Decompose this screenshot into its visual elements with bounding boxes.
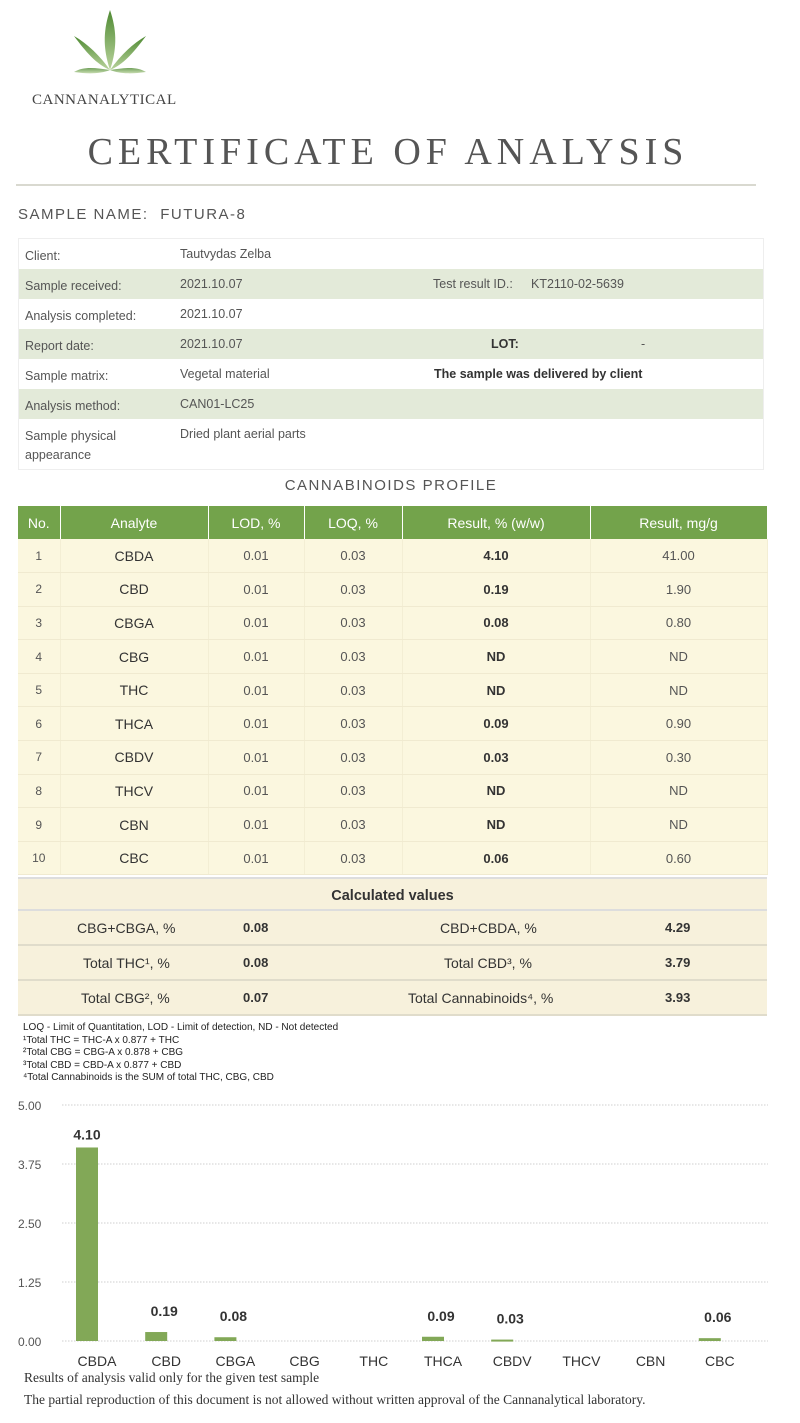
loq-value: 0.03 (304, 707, 402, 741)
data-label: 0.03 (496, 1310, 524, 1327)
result-percent: ND (402, 808, 590, 842)
method-value: CAN01-LC25 (180, 397, 255, 411)
result-percent: 0.06 (402, 841, 590, 875)
y-tick-label: 2.50 (18, 1217, 42, 1231)
table-row (18, 640, 767, 674)
matrix-value: Vegetal material (180, 367, 270, 381)
matrix-label: Sample matrix: (25, 369, 109, 383)
profile-title: CANNABINOIDS PROFILE (284, 477, 498, 494)
x-tick-label: THCV (562, 1353, 601, 1369)
calc-label: Total CBG², % (81, 990, 170, 1006)
data-label: 0.19 (150, 1303, 178, 1320)
bar (76, 1147, 98, 1341)
result-percent: 0.09 (402, 707, 590, 741)
bar (422, 1337, 444, 1341)
calc-label: CBD+CBDA, % (440, 920, 537, 936)
completed-label: Analysis completed: (25, 309, 137, 323)
bar (699, 1338, 721, 1341)
analyte-name: CBD (60, 573, 208, 607)
received-value: 2021.10.07 (180, 277, 243, 291)
loq-value: 0.03 (304, 606, 402, 640)
footnote: ¹Total THC = THC-A x 0.877 + THC (23, 1034, 180, 1046)
bar (491, 1340, 513, 1342)
y-tick-label: 0.00 (18, 1335, 42, 1349)
table-header-row (18, 506, 767, 539)
row-number: 2 (18, 573, 60, 607)
data-label: 0.09 (427, 1307, 455, 1324)
calculated-values (18, 877, 767, 1016)
calc-value: 4.29 (665, 920, 691, 935)
result-percent: ND (402, 774, 590, 808)
loq-value: 0.03 (304, 640, 402, 674)
data-label: 0.08 (219, 1308, 248, 1325)
analyte-name: CBGA (60, 606, 208, 640)
footnote: ²Total CBG = CBG-A x 0.878 + CBG (23, 1047, 184, 1059)
y-tick-label: 5.00 (18, 1099, 42, 1113)
info-row-appearance (19, 419, 763, 469)
cannabinoids-table (18, 506, 768, 875)
analyte-name: CBC (60, 841, 208, 875)
calc-value: 0.07 (243, 990, 269, 1005)
row-number: 6 (18, 707, 60, 741)
header-loq: LOQ, % (304, 506, 402, 539)
lod-value: 0.01 (208, 606, 304, 640)
result-mg: 41.00 (590, 539, 767, 573)
footnote: ⁴Total Cannabinoids is the SUM of total THC, CBG, CBD (23, 1072, 274, 1084)
table-row (18, 808, 767, 842)
method-label: Analysis method: (25, 399, 121, 413)
result-mg: 0.90 (590, 707, 767, 741)
x-tick-label: CBGA (215, 1353, 256, 1369)
completed-value: 2021.10.07 (180, 307, 243, 321)
result-mg: ND (590, 640, 767, 674)
loq-value: 0.03 (304, 573, 402, 607)
result-mg: ND (590, 808, 767, 842)
loq-value: 0.03 (304, 741, 402, 775)
header-result-mg: Result, mg/g (590, 506, 767, 539)
lod-value: 0.01 (208, 539, 304, 573)
footnote: ³Total CBD = CBD-A x 0.877 + CBD (23, 1059, 182, 1071)
lod-value: 0.01 (208, 573, 304, 607)
test-result-id-label: Test result ID.: (433, 277, 513, 291)
footnote: LOQ - Limit of Quantitation, LOD - Limit of detection, ND - Not detected (23, 1022, 339, 1033)
delivery-note: The sample was delivered by client (434, 367, 643, 381)
calc-value: 3.93 (665, 990, 691, 1005)
report-date-label: Report date: (25, 339, 94, 353)
result-percent: 0.08 (402, 606, 590, 640)
result-percent: 0.19 (402, 573, 590, 607)
lot-value: - (641, 337, 646, 351)
row-number: 5 (18, 673, 60, 707)
info-row-client (19, 239, 763, 269)
data-label: 4.10 (73, 1126, 101, 1143)
info-row-received (19, 269, 763, 299)
cannabis-leaf-icon (70, 8, 150, 88)
received-label: Sample received: (25, 279, 122, 293)
info-row-method (19, 389, 763, 419)
analyte-name: THCV (60, 774, 208, 808)
calc-label: Total Cannabinoids⁴, % (408, 990, 554, 1006)
result-percent: ND (402, 640, 590, 674)
client-label: Client: (25, 249, 61, 263)
page-title: CERTIFICATE OF ANALYSIS (87, 131, 689, 173)
result-percent: ND (402, 673, 590, 707)
footnotes (23, 1022, 338, 1085)
x-tick-label: CBDA (77, 1353, 117, 1369)
x-tick-label: CBDV (492, 1353, 532, 1369)
x-tick-label: THCA (423, 1353, 463, 1369)
lod-value: 0.01 (208, 808, 304, 842)
calc-label: CBG+CBGA, % (77, 920, 176, 936)
table-row (18, 539, 767, 573)
row-number: 3 (18, 606, 60, 640)
header-result-pct: Result, % (w/w) (402, 506, 590, 539)
table-row (18, 841, 767, 875)
analyte-name: CBDA (60, 539, 208, 573)
table-row (18, 774, 767, 808)
calc-value: 3.79 (665, 955, 691, 970)
calculated-title: Calculated values (18, 877, 767, 911)
sample-name-value: FUTURA-8 (160, 206, 247, 223)
x-tick-label: CBD (151, 1353, 181, 1369)
logo (30, 8, 190, 113)
calc-row (18, 911, 767, 946)
loq-value: 0.03 (304, 841, 402, 875)
table-row (18, 673, 767, 707)
row-number: 10 (18, 841, 60, 875)
calc-row (18, 946, 767, 981)
brand-name: CANNANALYTICAL (32, 92, 177, 108)
calc-label: Total THC¹, % (83, 955, 170, 971)
loq-value: 0.03 (304, 539, 402, 573)
result-mg: 0.80 (590, 606, 767, 640)
table-row (18, 741, 767, 775)
lod-value: 0.01 (208, 741, 304, 775)
header-lod: LOD, % (208, 506, 304, 539)
bar (214, 1337, 236, 1341)
result-mg: 1.90 (590, 573, 767, 607)
analyte-name: CBDV (60, 741, 208, 775)
header-no: No. (18, 506, 60, 539)
loq-value: 0.03 (304, 808, 402, 842)
row-number: 8 (18, 774, 60, 808)
lot-label: LOT: (491, 337, 519, 351)
appearance-value: Dried plant aerial parts (180, 427, 306, 441)
appearance-label: Sample physical appearance (25, 429, 117, 462)
info-row-report (19, 329, 763, 359)
row-number: 4 (18, 640, 60, 674)
loq-value: 0.03 (304, 673, 402, 707)
result-mg: ND (590, 673, 767, 707)
x-tick-label: CBN (635, 1353, 666, 1369)
title-divider (16, 184, 756, 186)
lod-value: 0.01 (208, 841, 304, 875)
calc-label: Total CBD³, % (444, 955, 532, 971)
info-row-matrix (19, 359, 763, 389)
calc-value: 0.08 (243, 920, 269, 935)
analyte-name: THC (60, 673, 208, 707)
reproduction-note: The partial reproduction of this document is not allowed without written approval of the Cannanalytical laboratory. (24, 1392, 646, 1407)
results-bar-chart (0, 1095, 800, 1380)
test-result-id-value: KT2110-02-5639 (531, 277, 624, 291)
bar (145, 1332, 167, 1341)
analyte-name: CBN (60, 808, 208, 842)
table-body (18, 539, 767, 875)
sample-info-table (18, 238, 764, 470)
analyte-name: THCA (60, 707, 208, 741)
sample-name (18, 206, 246, 223)
result-mg: 0.30 (590, 741, 767, 775)
info-row-completed (19, 299, 763, 329)
client-value: Tautvydas Zelba (180, 247, 272, 261)
results-chart (0, 1095, 800, 1380)
calc-value: 0.08 (243, 955, 269, 970)
y-tick-label: 1.25 (18, 1276, 42, 1290)
result-percent: 4.10 (402, 539, 590, 573)
sample-name-label: SAMPLE NAME: (18, 206, 149, 223)
lod-value: 0.01 (208, 673, 304, 707)
x-tick-label: CBG (289, 1353, 320, 1369)
row-number: 7 (18, 741, 60, 775)
lod-value: 0.01 (208, 707, 304, 741)
data-label: 0.06 (704, 1309, 732, 1326)
result-percent: 0.03 (402, 741, 590, 775)
x-tick-label: CBC (705, 1353, 735, 1369)
result-mg: 0.60 (590, 841, 767, 875)
x-tick-label: THC (359, 1353, 389, 1369)
header-analyte: Analyte (60, 506, 208, 539)
loq-value: 0.03 (304, 774, 402, 808)
calc-row (18, 981, 767, 1016)
table-row (18, 707, 767, 741)
row-number: 1 (18, 539, 60, 573)
table-row (18, 573, 767, 607)
lod-value: 0.01 (208, 640, 304, 674)
analyte-name: CBG (60, 640, 208, 674)
row-number: 9 (18, 808, 60, 842)
table-row (18, 606, 767, 640)
validity-note: Results of analysis valid only for the given test sample (24, 1370, 320, 1385)
lod-value: 0.01 (208, 774, 304, 808)
y-tick-label: 3.75 (18, 1158, 42, 1172)
report-date-value: 2021.10.07 (180, 337, 243, 351)
result-mg: ND (590, 774, 767, 808)
